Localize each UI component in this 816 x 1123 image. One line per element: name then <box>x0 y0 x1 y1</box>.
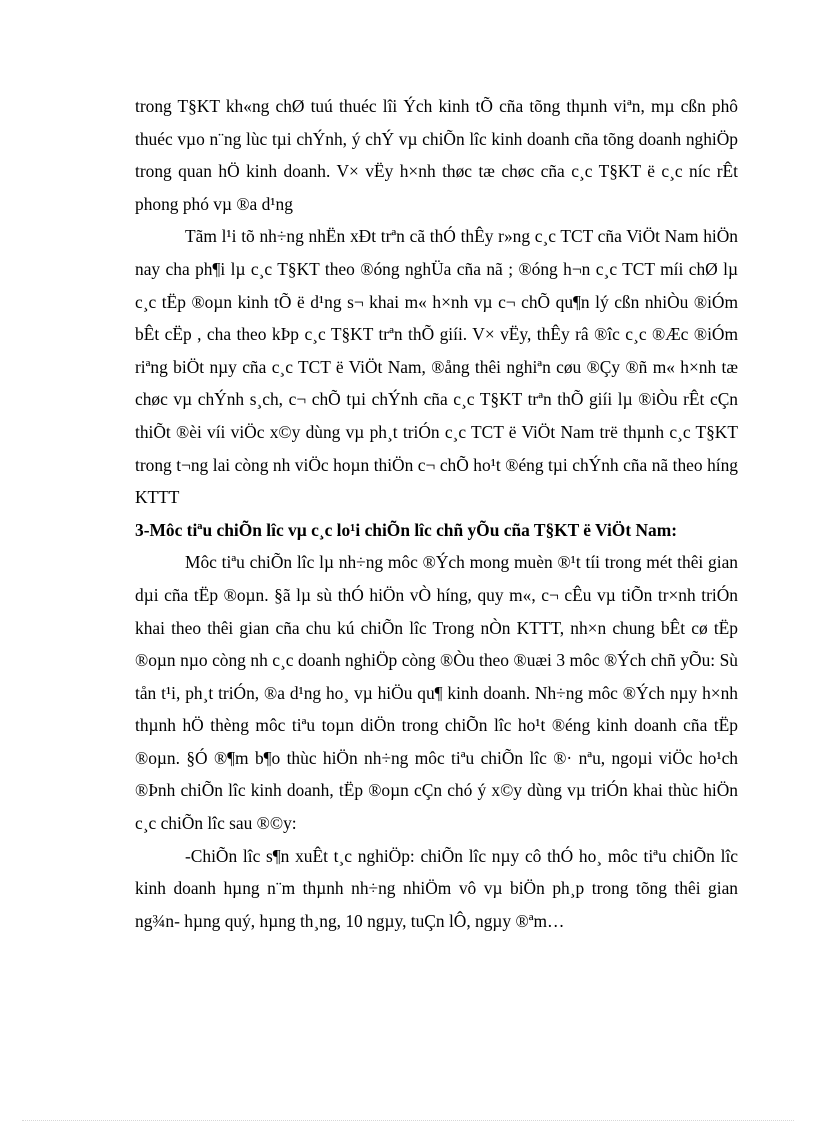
page-bottom-divider <box>22 1120 794 1121</box>
paragraph-production-strategy: -ChiÕn lîc s¶n xuÊt t¸c nghiÖp: chiÕn lîc nµy cô thÓ ho¸ môc tiªu chiÕn lîc kinh doanh hµng n¨m thµnh nh÷ng nhiÖm vô vµ biÖn ph¸p trong tõng thêi gian ng¾n- hµng quý, hµng th¸ng, 10 ngµy, tuÇn lÔ, ngµy ®ªm… <box>135 845 738 931</box>
section-heading: 3-Môc tiªu chiÕn lîc vµ c¸c lo¹i chiÕn lîc chñ yÕu cña T§KT ë ViÖt Nam: <box>135 519 677 540</box>
paragraph-group-structure: trong T§KT kh«ng chØ tuú thuéc lîi Ých kinh tÕ cña tõng thµnh viªn, mµ cßn phô thuéc vµo n¨ng lùc tµi chÝnh, ý chÝ vµ chiÕn lîc kinh doanh cña tõng doanh nghiÖp trong quan hÖ kinh doanh. V× vËy h×nh thøc tæ chøc cña c¸c T§KT ë c¸c níc rÊt phong phó vµ ®a d¹ng <box>135 96 738 214</box>
paragraph-strategic-goals: Môc tiªu chiÕn lîc lµ nh÷ng môc ®Ých mong muèn ®¹t tíi trong mét thêi gian dµi cña tËp ®oµn. §ã lµ sù thÓ hiÖn vÒ híng, quy m«, c¬ cÊu vµ tiÕn tr×nh triÓn khai theo thêi gian cña chu kú chiÕn lîc Trong nÒn KTTT, nh×n chung bÊt cø tËp ®oµn nµo còng nh c¸c doanh nghiÖp còng ®Òu theo ®uæi 3 môc ®Ých chñ yÕu: Sù tån t¹i, ph¸t triÓn, ®a d¹ng ho¸ vµ hiÖu qu¶ kinh doanh. Nh÷ng môc ®Ých nµy h×nh thµnh hÖ thèng môc tiªu toµn diÖn trong chiÕn lîc ho¹t ®éng kinh doanh cña tËp ®oµn. §Ó ®¶m b¶o thùc hiÖn nh÷ng môc tiªu chiÕn lîc ®· nªu, ngoµi viÖc ho¹ch ®Þnh chiÕn lîc kinh doanh, tËp ®oµn cÇn chó ý x©y dùng vµ triÓn khai thùc hiÖn c¸c chiÕn lîc sau ®©y: <box>135 552 738 834</box>
document-body <box>135 90 738 937</box>
paragraph-summary: Tãm l¹i tõ nh÷ng nhËn xÐt trªn cã thÓ thÊy r»ng c¸c TCT cña ViÖt Nam hiÖn nay cha ph¶i lµ c¸c T§KT theo ®óng nghÜa cña nã ; ®óng h¬n c¸c TCT míi chØ lµ c¸c tËp ®oµn kinh tÕ ë d¹ng s¬ khai m« h×nh vµ c¬ chÕ qu¶n lý cßn nhiÒu ®iÓm bÊt cËp , cha theo kÞp c¸c T§KT trªn thÕ giíi. V× vËy, thÊy râ ®îc c¸c ®Æc ®iÓm riªng biÖt nµy cña c¸c TCT ë ViÖt Nam, ®ång thêi nghiªn cøu ®Çy ®ñ m« h×nh tæ chøc vµ chÝnh s¸ch, c¬ chÕ tµi chÝnh cña c¸c T§KT trªn thÕ giíi lµ ®iÒu rÊt cÇn thiÕt ®èi víi viÖc x©y dùng vµ ph¸t triÓn c¸c TCT ë ViÖt Nam trë thµnh c¸c T§KT trong t¬ng lai còng nh viÖc hoµn thiÖn c¬ chÕ ho¹t ®éng tµi chÝnh cña nã theo híng KTTT <box>135 226 738 508</box>
